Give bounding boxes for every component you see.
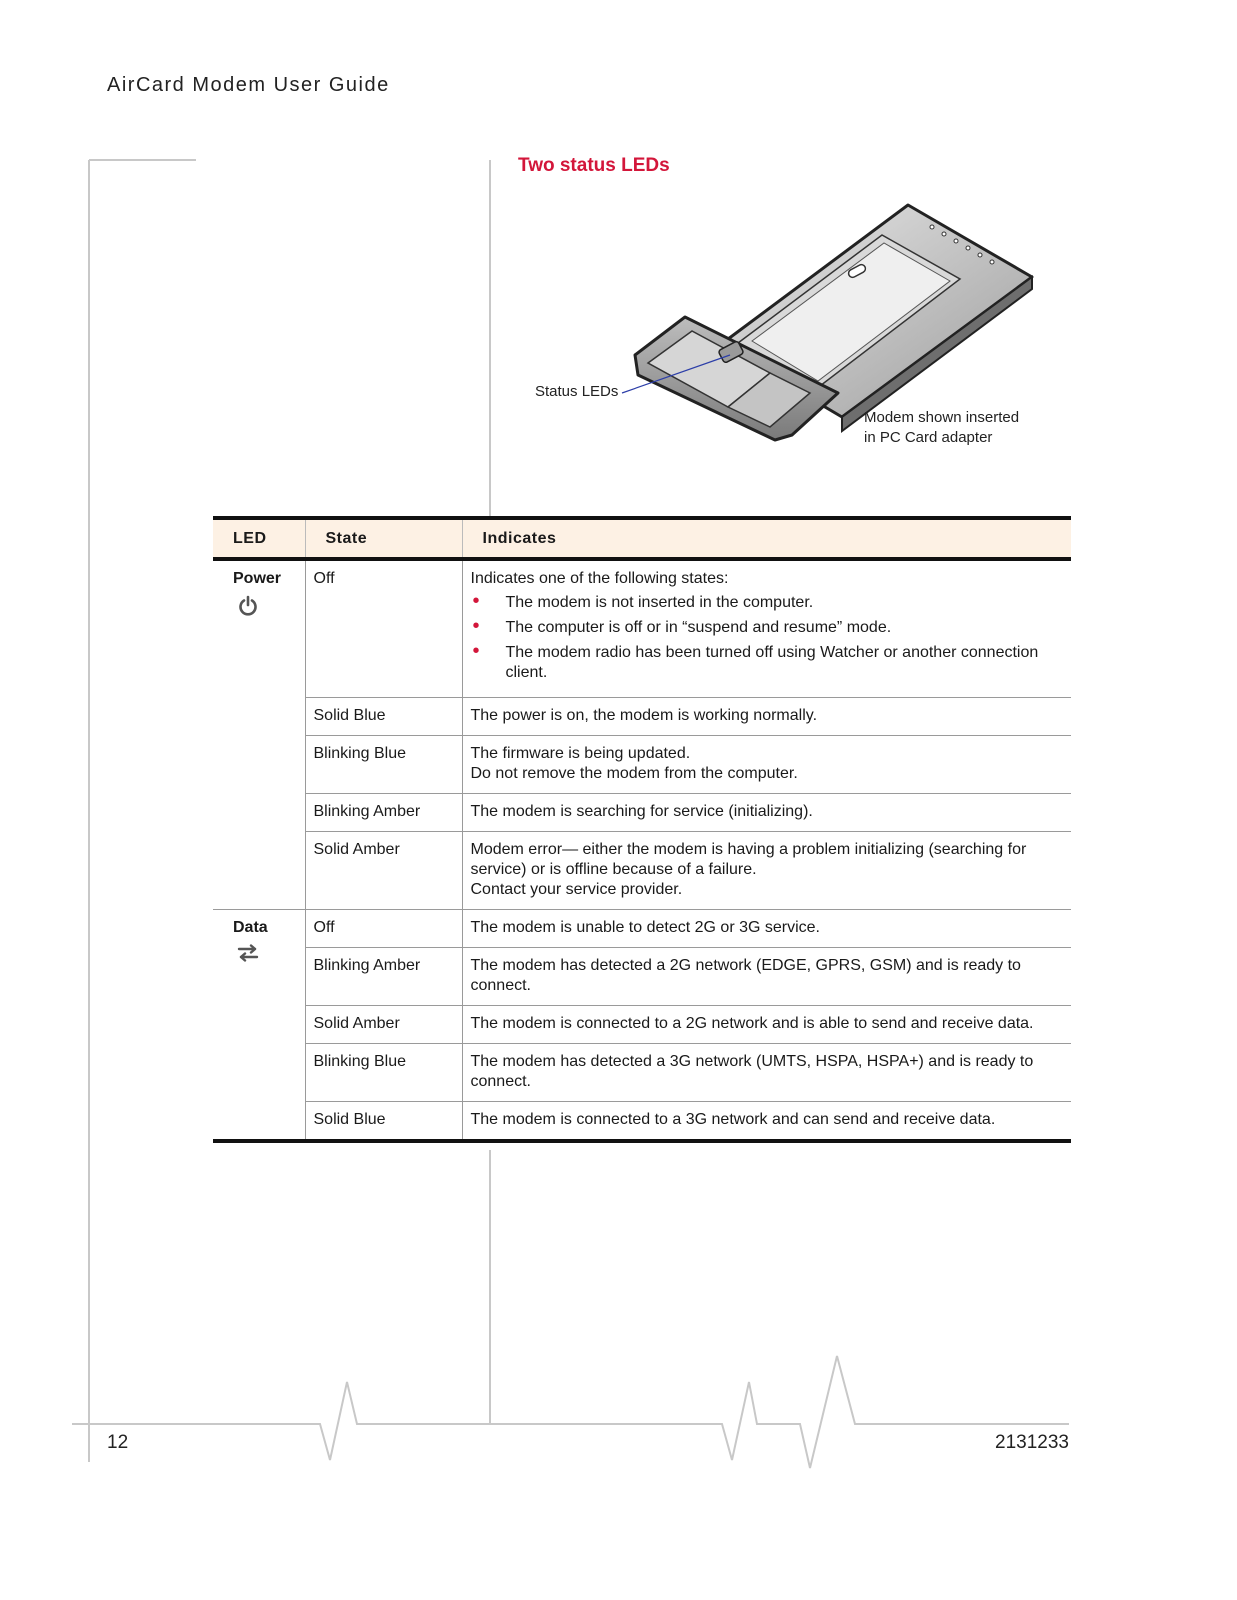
document-number: 2131233 [995,1432,1069,1453]
table-row [213,698,1071,736]
indicates-text: Contact your service provider. [470,881,683,898]
table-row [213,910,1071,948]
led-power-cell [213,559,305,910]
table-row [213,1102,1071,1142]
table-row [213,1006,1071,1044]
indicates-text: The modem is searching for service (initializing). [470,803,813,820]
state-cell: Blinking Blue [305,1044,462,1102]
indicates-cell [462,736,1071,794]
table-row [213,736,1071,794]
indicates-text: Do not remove the modem from the computer. [470,765,798,782]
state-cell: Solid Blue [305,1102,462,1142]
table-row [213,1044,1071,1102]
table-row [213,832,1071,910]
list-item: • The modem radio has been turned off using Watcher or another connection client. [471,643,1064,683]
figure-caption: in PC Card adapter [864,429,993,446]
indicates-text: The modem is unable to detect 2G or 3G service. [470,919,820,936]
section-heading: Two status LEDs [518,155,670,176]
indicates-cell [462,1006,1071,1044]
indicates-text: The firmware is being updated. [470,745,691,762]
state-cell: Blinking Blue [305,736,462,794]
led-data-cell [213,910,305,1142]
power-icon [237,595,259,617]
running-header: AirCard Modem User Guide [107,74,390,96]
page-number: 12 [107,1432,129,1453]
state-cell: Solid Amber [305,832,462,910]
state-cell: Off [305,910,462,948]
indicates-text: Modem error— either the modem is having a problem initializing (searching for service) or is offline because of a failure. [470,841,1027,878]
table-row [213,948,1071,1006]
column-header-indicates: Indicates [462,518,1071,559]
table-row [213,559,1071,698]
bullet-list [471,593,1064,683]
indicates-cell [462,948,1071,1006]
indicates-text: The modem has detected a 2G network (EDGE, GPRS, GSM) and is ready to connect. [470,957,1021,994]
data-transfer-icon [237,944,259,962]
indicates-cell [462,832,1071,910]
state-cell: Solid Blue [305,698,462,736]
figure-callout: Status LEDs [535,383,619,400]
state-cell: Off [305,559,462,698]
indicates-cell [462,794,1071,832]
state-cell: Solid Amber [305,1006,462,1044]
led-label-data: Data [233,919,268,936]
table-row [213,794,1071,832]
indicates-text: The modem is connected to a 3G network and can send and receive data. [470,1111,996,1128]
indicates-cell [462,698,1071,736]
state-cell: Blinking Amber [305,794,462,832]
state-cell: Blinking Amber [305,948,462,1006]
indicates-text: The modem is connected to a 2G network and is able to send and receive data. [470,1015,1034,1032]
led-status-table [213,516,1071,1143]
figure-caption: Modem shown inserted [864,409,1020,426]
indicates-cell [462,1102,1071,1142]
table-header-row [213,518,1071,559]
indicates-cell [462,910,1071,948]
indicates-cell [462,1044,1071,1102]
indicates-text: Indicates one of the following states: [470,570,729,587]
list-item: • The computer is off or in “suspend and resume” mode. [471,618,1064,638]
indicates-cell [462,559,1071,698]
indicates-text: The power is on, the modem is working normally. [470,707,818,724]
indicates-text: The modem has detected a 3G network (UMTS, HSPA, HSPA+) and is ready to connect. [470,1053,1034,1090]
column-header-led: LED [213,518,305,559]
led-label-power: Power [233,570,282,587]
column-header-state: State [305,518,462,559]
list-item: • The modem is not inserted in the computer. [471,593,1064,613]
